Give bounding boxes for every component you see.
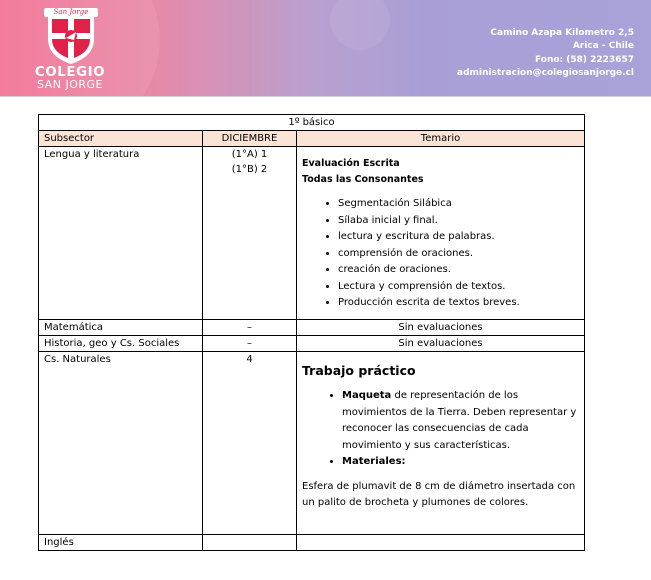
- contact-block: [457, 27, 634, 80]
- crest-banner: San Jorge: [44, 8, 98, 17]
- subject-cell: Cs. Naturales: [39, 352, 203, 535]
- maqueta-label: Maqueta: [342, 390, 392, 401]
- table-row: [39, 147, 585, 320]
- list-item: [342, 388, 579, 454]
- evaluation-title: Evaluación Escrita: [302, 158, 400, 169]
- exam-schedule-table: [38, 114, 585, 551]
- table-row: [39, 352, 585, 535]
- school-subname: SAN JORGE: [37, 78, 103, 91]
- header-subsector: Subsector: [39, 131, 203, 147]
- topic-list: [302, 388, 579, 471]
- table-caption-row: [39, 115, 585, 131]
- table-caption: 1º básico: [39, 115, 585, 131]
- materials-text: Esfera de plumavit de 8 cm de diámetro insertada con un palito de brocheta y plumones de colores.: [302, 480, 576, 508]
- list-item: [342, 454, 579, 471]
- date-cell: [203, 535, 297, 551]
- email-line[interactable]: administracion@colegiosanjorge.cl: [457, 67, 634, 78]
- header-month: DICIEMBRE: [203, 131, 297, 147]
- decor-bubble: [330, 0, 390, 50]
- list-item: • creación de oraciones.: [338, 262, 579, 279]
- school-header: [0, 0, 651, 96]
- topic-cell: Sin evaluaciones: [297, 320, 585, 336]
- materials-label: Materiales:: [342, 456, 406, 467]
- table-row: [39, 320, 585, 336]
- address-line: Camino Azapa Kilometro 2,5: [490, 28, 634, 38]
- date-value: (1°A) 1: [231, 149, 268, 160]
- list-item: • Segmentación Silábica: [338, 196, 579, 213]
- date-cell: [203, 147, 297, 320]
- school-name: COLEGIO: [34, 64, 106, 80]
- table-row: [39, 535, 585, 551]
- phone-line: Fono: (58) 2223657: [534, 54, 634, 65]
- list-item: • Lectura y comprensión de textos.: [338, 279, 579, 296]
- list-item: • lectura y escritura de palabras.: [338, 229, 579, 246]
- subject-cell: Lengua y literatura: [39, 147, 203, 320]
- date-value: (1°B) 2: [231, 164, 268, 175]
- topic-cell: [297, 352, 585, 535]
- topic-cell: Sin evaluaciones: [297, 336, 585, 352]
- list-item: • Producción escrita de textos breves.: [338, 295, 579, 312]
- table-header-row: [39, 131, 585, 147]
- list-item: • comprensión de oraciones.: [338, 246, 579, 263]
- topic-list: [302, 196, 579, 312]
- subject-cell: Inglés: [39, 535, 203, 551]
- topic-cell: [297, 535, 585, 551]
- city-line: Arica - Chile: [572, 41, 634, 52]
- table-row: [39, 336, 585, 352]
- evaluation-subtitle: Todas las Consonantes: [302, 174, 424, 185]
- header-topic: Temario: [297, 131, 585, 147]
- maqueta-text: de representación de los movimientos de la Tierra. Deben representar y reconocer las consecuencias de cada movimiento y sus características.: [342, 390, 577, 451]
- date-cell: –: [203, 320, 297, 336]
- list-item: • Sílaba inicial y final.: [338, 213, 579, 230]
- evaluation-heading: [302, 156, 579, 188]
- subject-cell: Historia, geo y Cs. Sociales: [39, 336, 203, 352]
- topic-cell: [297, 147, 585, 320]
- practical-work-title: Trabajo práctico: [302, 363, 416, 378]
- header-divider: [0, 96, 651, 97]
- date-cell: –: [203, 336, 297, 352]
- subject-cell: Matemática: [39, 320, 203, 336]
- date-cell: 4: [203, 352, 297, 535]
